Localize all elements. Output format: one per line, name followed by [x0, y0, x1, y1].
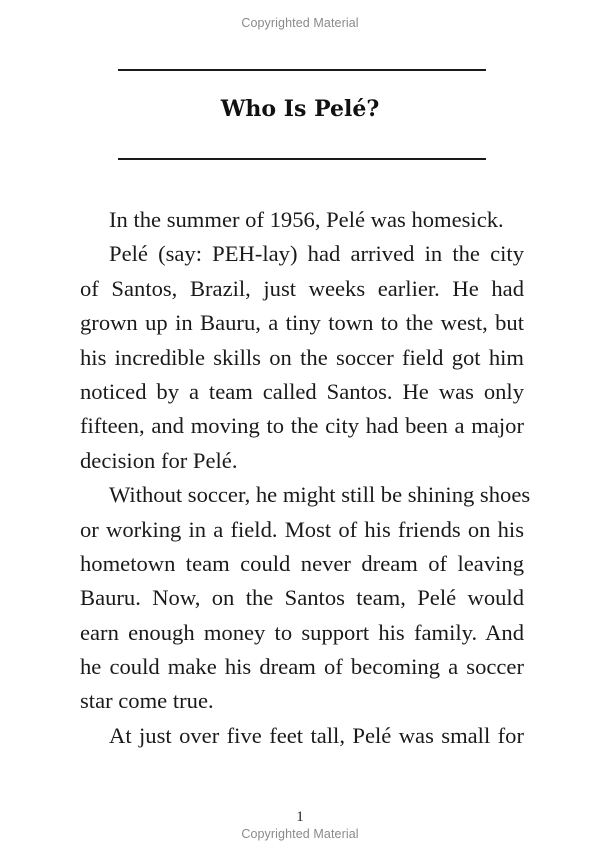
chapter-title: Who Is Pelé?: [220, 96, 380, 122]
chapter-body: [80, 203, 531, 753]
text-line: he could make his dream of becoming a soccer: [80, 654, 524, 680]
text-line: his incredible skills on the soccer field got him: [80, 344, 524, 370]
title-rule-top: [118, 69, 486, 71]
paragraph: [80, 237, 524, 478]
text-line: grown up in Bauru, a tiny town to the west, but: [80, 310, 524, 336]
paragraph: [80, 203, 524, 237]
text-line: or working in a field. Most of his friends on his: [80, 516, 524, 542]
text-line: fifteen, and moving to the city had been a major: [80, 413, 524, 439]
page-number: 1: [296, 809, 304, 825]
title-rule-bottom: [118, 158, 486, 160]
text-line: of Santos, Brazil, just weeks earlier. He had: [80, 275, 524, 301]
copyright-watermark-bottom: Copyrighted Material: [241, 827, 359, 841]
text-line: Without soccer, he might still be shining shoes: [109, 482, 531, 508]
text-line: decision for Pelé.: [80, 447, 238, 473]
text-line: star come true.: [80, 688, 214, 714]
text-line: Pelé (say: PEH-lay) had arrived in the city: [109, 241, 524, 267]
text-line: In the summer of 1956, Pelé was homesick.: [109, 207, 504, 232]
text-line: hometown team could never dream of leaving: [80, 550, 524, 576]
text-line: noticed by a team called Santos. He was only: [80, 378, 524, 404]
text-line: At just over five feet tall, Pelé was small for: [109, 722, 524, 748]
copyright-watermark-top: Copyrighted Material: [241, 16, 359, 30]
paragraph: [80, 719, 524, 753]
text-line: earn enough money to support his family. And: [80, 619, 524, 645]
text-line: Bauru. Now, on the Santos team, Pelé would: [80, 585, 524, 611]
paragraph: [80, 478, 531, 719]
